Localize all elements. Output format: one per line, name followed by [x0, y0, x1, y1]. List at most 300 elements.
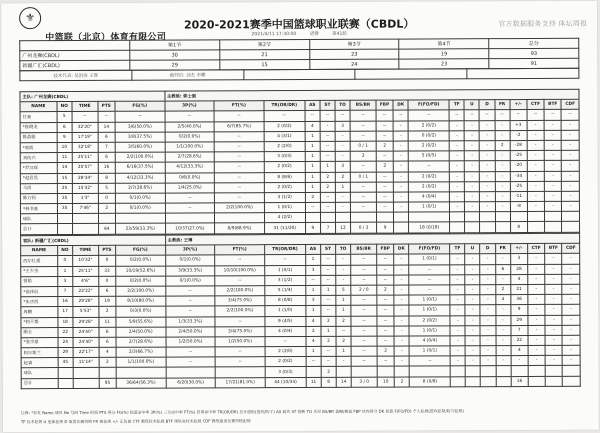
- stat-cell: -: [528, 284, 545, 294]
- officials-row: [20, 68, 579, 80]
- stat-cell: -28: [510, 140, 527, 150]
- stat-cell: 3: [306, 296, 321, 306]
- stat-cell: -: [528, 345, 545, 355]
- stat-cell: 6: [98, 286, 115, 296]
- stat-cell: 2/7(28.6%): [165, 152, 215, 162]
- stat-cell: 6/20(30.0%): [166, 377, 216, 387]
- stat-cell: -: [394, 336, 409, 346]
- stat-cell: --: [350, 182, 376, 192]
- stat-cell: [481, 376, 496, 386]
- stat-cell: [73, 368, 99, 378]
- stat-cell: 6: [98, 132, 115, 142]
- stat-cell: 4 (0/4): [409, 336, 450, 346]
- stat-cell: 0/1(0.0%): [165, 276, 215, 286]
- stat-cell: 4'6": [73, 276, 99, 286]
- stat-cell: 18: [58, 317, 73, 327]
- stat-cell: 7'46": [72, 203, 98, 213]
- stat-cell: 1/1(100.0%): [165, 142, 215, 152]
- stat-cell: -: [394, 265, 409, 275]
- score-col-header: 第1节: [130, 40, 220, 50]
- stat-cell: -: [495, 151, 510, 161]
- player-name: 球队: [20, 214, 57, 224]
- stat-cell: 1: [305, 255, 320, 265]
- stat-cell: 1 (0/1): [265, 265, 306, 275]
- stat-cell: 0/2(0.0%): [116, 255, 166, 265]
- stat-cell: --: [377, 275, 394, 285]
- stat-cell: -: [335, 151, 350, 161]
- stat-cell: [320, 213, 335, 223]
- stat-cell: -: [394, 346, 409, 356]
- player-name: *王少杰: [21, 266, 58, 276]
- stat-cell: [511, 366, 528, 376]
- officials-cell: [355, 69, 467, 79]
- stat-cell: 3 (0/3): [265, 367, 306, 377]
- stat-cell: 24: [58, 337, 73, 347]
- stat-cell: --: [350, 111, 376, 121]
- stat-cell: 45: [58, 358, 73, 368]
- stat-cell: -: [335, 141, 350, 151]
- quarter-score-table: [19, 38, 579, 71]
- stat-cell: 2 (0/2): [265, 357, 306, 367]
- stat-cell: -: [544, 181, 561, 191]
- box-col-header: ST: [320, 101, 335, 111]
- stat-cell: 6: [495, 264, 510, 274]
- stat-cell: 0 / 3: [351, 223, 377, 233]
- stat-cell: 2: [336, 336, 351, 346]
- stat-cell: --: [377, 295, 394, 305]
- stat-cell: 4: [306, 336, 321, 346]
- stat-cell: [480, 222, 495, 232]
- legend-line-1: 注释: *首发 Name 球员 No 号码 Time 时间 PTS 得分 FG(%) 投篮命中率 3P(%) 三分命中率 FT(%) 罚球命中率 TR(OR/DR) 总计篮板(进攻/防守) AS 助攻 ST 抢断 TO 失误 BS/BR 盖帽/被盖 FBP 快攻得分 DK 扣篮 F(FO/FD) 个人犯规(进攻犯规/防守犯规): [20, 408, 464, 416]
- stat-cell: --: [350, 131, 376, 141]
- stat-cell: 22: [511, 335, 528, 345]
- stat-cell: --: [377, 356, 394, 366]
- stat-cell: --: [409, 161, 450, 171]
- stat-cell: -: [562, 171, 580, 181]
- stat-cell: 2 (0/2): [264, 182, 305, 192]
- stat-cell: -: [480, 151, 495, 161]
- stat-cell: --: [377, 326, 394, 336]
- stat-cell: -: [496, 356, 511, 366]
- stat-cell: -: [495, 191, 510, 201]
- stat-cell: 17/21(81.0%): [215, 377, 265, 387]
- stat-cell: -: [393, 172, 408, 182]
- player-name: 总计: [21, 378, 58, 388]
- stat-cell: --: [165, 286, 215, 296]
- stat-cell: 25'11": [72, 266, 98, 276]
- score-cell: 93: [489, 48, 579, 58]
- stat-cell: -: [450, 285, 465, 295]
- stat-cell: 8/10(80.0%): [116, 296, 166, 306]
- stat-cell: --: [320, 131, 335, 141]
- box-col-header: FR: [495, 100, 510, 110]
- stat-cell: -: [449, 151, 464, 161]
- stat-cell: -: [464, 130, 479, 140]
- stat-cell: -: [480, 161, 495, 171]
- stat-cell: -: [465, 202, 480, 212]
- stat-cell: -: [562, 274, 580, 284]
- stat-cell: --: [336, 326, 351, 336]
- stat-cell: -: [545, 345, 562, 355]
- stat-cell: 24'40": [73, 327, 99, 337]
- box-col-header: BTF: [544, 100, 561, 110]
- stat-cell: -: [545, 201, 562, 211]
- stat-cell: -25: [510, 181, 527, 191]
- stat-cell: -: [465, 274, 480, 284]
- stat-cell: -: [544, 130, 561, 140]
- stat-cell: -: [336, 255, 351, 265]
- stat-cell: 4: [511, 346, 528, 356]
- stat-cell: --: [409, 285, 450, 295]
- stat-cell: 25'11": [72, 153, 98, 163]
- stat-cell: 2: [99, 358, 116, 368]
- score-col-header: 第4节: [399, 39, 489, 49]
- stat-cell: 14: [98, 122, 115, 132]
- player-name: *罗汉琛: [20, 163, 57, 173]
- stat-cell: --: [215, 316, 265, 326]
- stat-cell: 11: [99, 317, 116, 327]
- stat-cell: [58, 368, 73, 378]
- stat-cell: -: [450, 171, 465, 181]
- box-col-header: TR(OR/DR): [264, 101, 305, 111]
- stat-cell: -: [562, 161, 580, 171]
- stat-cell: 1 (0/1): [409, 326, 450, 336]
- stat-cell: --: [72, 112, 98, 122]
- stat-cell: -: [545, 274, 562, 284]
- stat-cell: 3 (1/2): [265, 275, 306, 285]
- stat-cell: 1'3": [72, 193, 98, 203]
- stat-cell: --: [165, 203, 215, 213]
- stat-cell: -: [335, 192, 350, 202]
- stat-cell: [450, 222, 465, 232]
- stat-cell: 7: [320, 223, 335, 233]
- stat-cell: -: [495, 130, 510, 140]
- stat-cell: 2/2(100.0%): [115, 152, 165, 162]
- stat-cell: [545, 366, 562, 376]
- stat-cell: [528, 366, 545, 376]
- stat-cell: [57, 224, 72, 234]
- stat-cell: 1: [57, 266, 72, 276]
- stat-cell: --: [305, 111, 320, 121]
- player-name: *林书豪: [20, 204, 57, 214]
- stat-cell: 4: [305, 121, 320, 131]
- stat-cell: -: [450, 336, 465, 346]
- stat-cell: -: [528, 295, 545, 305]
- stat-cell: --: [393, 110, 408, 120]
- stat-cell: --: [335, 111, 350, 121]
- player-name: 阿尔斯兰: [21, 348, 58, 358]
- stat-cell: -20: [510, 161, 527, 171]
- stat-cell: --: [214, 111, 264, 121]
- stat-cell: -: [394, 254, 409, 264]
- stat-cell: [335, 213, 350, 223]
- stat-cell: 22'22": [73, 286, 99, 296]
- officials-cell: 裁判员: 刘杰 李鹏: [132, 70, 244, 80]
- stat-cell: [409, 212, 450, 222]
- stat-cell: 7: [57, 286, 72, 296]
- stat-cell: 1: [336, 346, 351, 356]
- box-col-header: 3P(%): [165, 245, 215, 255]
- stat-cell: --: [215, 182, 265, 192]
- stat-cell: 64: [98, 224, 115, 234]
- stat-cell: 24'40": [73, 337, 99, 347]
- stat-cell: -: [336, 275, 351, 285]
- stat-cell: -: [449, 131, 464, 141]
- stat-cell: -: [394, 285, 409, 295]
- stat-cell: -: [480, 141, 495, 151]
- stat-cell: --: [320, 192, 335, 202]
- stat-cell: -8: [510, 202, 527, 212]
- stat-cell: -: [495, 274, 510, 284]
- stat-cell: --: [305, 202, 320, 212]
- box-col-header: BTF: [545, 244, 562, 254]
- stat-cell: 1: [336, 295, 351, 305]
- stat-cell: -: [465, 336, 480, 346]
- stat-cell: 10/37(27.0%): [165, 223, 215, 233]
- stat-cell: 0/1(0.0%): [165, 255, 215, 265]
- stat-cell: 5 (0/5): [408, 151, 449, 161]
- stat-cell: -: [394, 356, 409, 366]
- stat-cell: --: [495, 110, 510, 120]
- stat-cell: 11: [306, 377, 321, 387]
- stat-cell: 2: [321, 336, 336, 346]
- stat-cell: --: [351, 336, 377, 346]
- stat-cell: -: [480, 120, 495, 130]
- stat-cell: [305, 213, 320, 223]
- stat-cell: 2: [394, 377, 409, 387]
- stat-cell: [450, 366, 465, 376]
- stat-cell: -: [495, 305, 510, 315]
- stat-cell: -: [562, 335, 580, 345]
- stat-cell: -: [336, 265, 351, 275]
- score-col-header: 总分: [489, 38, 579, 48]
- stat-cell: -: [393, 161, 408, 171]
- score-cell: 19: [399, 49, 489, 59]
- stat-cell: [563, 376, 581, 386]
- stat-cell: --: [320, 202, 335, 212]
- stat-cell: 1/1(100.0%): [116, 357, 166, 367]
- cbdl-logo-icon: ⚜: [19, 7, 41, 29]
- stat-cell: 9: [511, 305, 528, 315]
- stat-cell: 1: [306, 346, 321, 356]
- stat-cell: 1 (0/1): [264, 203, 305, 213]
- stat-cell: 3/9(33.3%): [165, 265, 215, 275]
- stat-cell: 1: [305, 141, 320, 151]
- stat-cell: [351, 367, 377, 377]
- stat-cell: 2: [321, 367, 336, 377]
- stat-cell: -: [450, 315, 465, 325]
- stat-cell: [495, 222, 510, 232]
- stat-cell: 9: [305, 223, 320, 233]
- stat-cell: -: [465, 171, 480, 181]
- stat-cell: 3/8(37.5%): [115, 132, 165, 142]
- box-col-header: BS/BR: [350, 100, 376, 110]
- stat-cell: -: [465, 356, 480, 366]
- stat-cell: 8: [510, 222, 527, 232]
- stat-cell: 18 (0/18): [409, 222, 450, 232]
- team-coach: 主教练: 郭士强: [164, 89, 578, 101]
- stat-cell: --: [320, 111, 335, 121]
- stat-cell: -: [320, 121, 335, 131]
- stat-cell: 1: [306, 306, 321, 316]
- stat-cell: -: [527, 181, 544, 191]
- stat-cell: 4/12(33.3%): [115, 173, 165, 183]
- player-name: 付豪: [20, 112, 57, 122]
- stat-cell: -: [465, 151, 480, 161]
- player-name: 刘传兴: [20, 153, 57, 163]
- stat-cell: -: [527, 191, 544, 201]
- stat-cell: -: [562, 201, 580, 211]
- stat-cell: -: [465, 254, 480, 264]
- score-cell: 23: [309, 49, 399, 59]
- box-col-header: D: [480, 244, 495, 254]
- stat-cell: 14: [57, 163, 72, 173]
- stat-cell: --: [479, 110, 494, 120]
- stat-cell: 3 / 0: [351, 377, 377, 387]
- game-date: 2021/4/11 17:30:00: [251, 32, 297, 38]
- stat-cell: -11: [510, 191, 527, 201]
- stat-cell: [495, 212, 510, 222]
- stat-cell: 6: [99, 327, 116, 337]
- stat-cell: -: [394, 326, 409, 336]
- stat-cell: --: [350, 121, 376, 131]
- stat-cell: 1/2(50.0%): [215, 337, 265, 347]
- stat-cell: [465, 222, 480, 232]
- stat-cell: -: [528, 325, 545, 335]
- stat-cell: --: [351, 255, 377, 265]
- stat-cell: 8 (0/8): [409, 376, 450, 386]
- stat-cell: -: [563, 356, 581, 366]
- stat-cell: [215, 213, 265, 223]
- box-col-header: NAME: [21, 246, 58, 256]
- player-name: *张宗豪: [21, 337, 58, 347]
- stat-cell: -: [480, 305, 495, 315]
- player-name: 马尚: [20, 183, 57, 193]
- stat-cell: -: [480, 325, 495, 335]
- officials-cell: [467, 68, 579, 78]
- stat-cell: 4 (3/1): [264, 131, 305, 141]
- stat-cell: -: [527, 151, 544, 161]
- stat-cell: -: [393, 151, 408, 161]
- stat-cell: 6/7(85.7%): [214, 121, 264, 131]
- stat-cell: -25: [510, 151, 527, 161]
- stat-cell: 10/19(52.6%): [116, 266, 166, 276]
- stat-cell: [562, 222, 580, 232]
- stat-cell: -: [561, 120, 579, 130]
- stat-cell: -: [450, 192, 465, 202]
- stat-cell: [376, 212, 393, 222]
- stat-cell: 15'32": [72, 183, 98, 193]
- player-name: *俞泽辰: [21, 286, 58, 296]
- stat-cell: --: [527, 110, 544, 120]
- stat-cell: 1 (0/1): [409, 202, 450, 212]
- box-col-header: PTS: [98, 101, 115, 111]
- stat-cell: [394, 366, 409, 376]
- stat-cell: 3: [305, 265, 320, 275]
- box-col-header: FBP: [376, 100, 393, 110]
- stat-cell: 1: [305, 131, 320, 141]
- stat-cell: -: [544, 171, 561, 181]
- box-col-header: NAME: [20, 102, 57, 112]
- stat-cell: 2/7(28.6%): [115, 183, 165, 193]
- stat-cell: 5: [57, 112, 72, 122]
- stat-cell: [306, 367, 321, 377]
- stat-cell: --: [321, 357, 336, 367]
- stat-cell: 9: [376, 223, 393, 233]
- player-row: [21, 376, 580, 389]
- stat-cell: 2: [377, 346, 394, 356]
- stat-cell: [165, 213, 215, 223]
- score-cell: 91: [489, 58, 579, 68]
- box-col-header: CDF: [561, 99, 579, 109]
- stat-cell: 11'14": [73, 358, 99, 368]
- stat-cell: [562, 212, 580, 222]
- stat-cell: 33: [98, 266, 115, 276]
- stat-cell: 4: [306, 316, 321, 326]
- stat-cell: -: [562, 294, 580, 304]
- stat-cell: -: [465, 346, 480, 356]
- stat-cell: 2/2(100.0%): [215, 203, 265, 213]
- stat-cell: -: [562, 181, 580, 191]
- stat-cell: 23/59(33.3%): [115, 224, 165, 234]
- stat-cell: --: [215, 275, 265, 285]
- box-col-header: +/-: [510, 244, 527, 254]
- box-col-header: TIME: [72, 246, 98, 256]
- stat-cell: --: [376, 192, 393, 202]
- box-col-header: F(FO/FD): [408, 100, 449, 110]
- box-col-header: FBP: [377, 244, 394, 254]
- player-name: 赵睿: [21, 358, 58, 368]
- stat-cell: 32'18": [72, 142, 98, 152]
- stat-cell: --: [449, 110, 464, 120]
- stat-cell: 1: [306, 285, 321, 295]
- stat-cell: -: [465, 315, 480, 325]
- player-name: 球队: [21, 368, 58, 378]
- player-name: *阿不都: [21, 317, 58, 327]
- score-team-name: 新疆广汇(CBDL): [20, 60, 130, 70]
- stat-cell: -: [496, 335, 511, 345]
- box-col-header: CTF: [528, 244, 545, 254]
- stat-cell: --: [215, 255, 265, 265]
- document-title: 2020-2021赛季中国篮球职业联赛（CBDL）: [183, 17, 415, 32]
- stat-cell: [336, 367, 351, 377]
- stat-cell: [72, 224, 98, 234]
- stat-cell: 3: [335, 121, 350, 131]
- stat-cell: 6: [57, 122, 72, 132]
- stat-cell: --: [350, 161, 376, 171]
- stat-cell: --: [351, 356, 377, 366]
- score-col-header: 第3节: [309, 39, 399, 49]
- stat-cell: 17'19": [72, 132, 98, 142]
- stat-cell: [466, 376, 481, 386]
- legend-line-2: TF 技术犯规 U 违体犯规 D 取消比赛资格 FR 被犯规 +/- 正负值 CTF 教练技术犯规 BTF 球队席技术犯规 CDF 教练取消比赛资格犯规: [20, 418, 251, 425]
- stat-cell: [73, 378, 99, 388]
- stat-cell: 1/4(25.0%): [165, 183, 215, 193]
- stat-cell: 9 (4/5): [265, 316, 306, 326]
- stat-cell: -: [495, 161, 510, 171]
- score-cell: 21: [220, 49, 310, 59]
- stat-cell: --: [215, 193, 265, 203]
- stat-cell: 1: [305, 172, 320, 182]
- box-col-header: U: [464, 100, 479, 110]
- stat-cell: --: [321, 346, 336, 356]
- stat-cell: [58, 378, 73, 388]
- stat-cell: 2 (0/2): [409, 171, 450, 181]
- stat-cell: --: [377, 316, 394, 326]
- stat-cell: --: [115, 111, 165, 121]
- box-col-header: BS/BR: [351, 244, 377, 254]
- stat-cell: 0/2(0.0%): [165, 132, 215, 142]
